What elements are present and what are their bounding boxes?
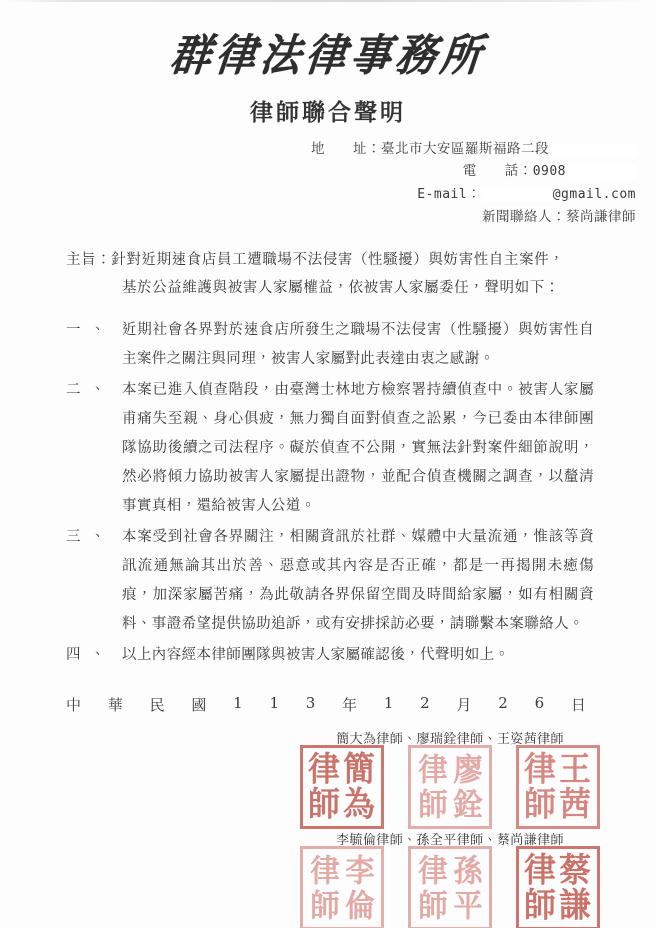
lawyer-seal-stamp <box>300 846 384 928</box>
seal-glyph: 簡 <box>343 750 376 789</box>
signature-row <box>300 829 600 928</box>
address-redaction-box <box>550 143 636 157</box>
phone-value: 0908 <box>532 164 566 179</box>
address-line <box>0 138 636 160</box>
seal-glyph: 師 <box>308 785 341 824</box>
seal-glyphs <box>523 752 593 822</box>
firm-name: 群律法律事務所 <box>167 30 489 81</box>
clause-number: 三、 <box>66 529 115 545</box>
clause-number: 二、 <box>66 382 115 398</box>
seal-row <box>300 846 600 928</box>
date-part: 國 <box>191 696 207 714</box>
seal-glyph: 銓 <box>452 785 483 823</box>
lawyer-seal-stamp <box>516 745 600 829</box>
email-redaction-box <box>482 188 552 202</box>
seal-glyphs <box>307 752 377 822</box>
seal-glyphs <box>523 853 593 923</box>
date-part: 月 <box>456 696 472 714</box>
clause-list <box>66 316 594 670</box>
signature-area <box>300 728 600 928</box>
seal-glyph: 律 <box>417 851 448 889</box>
seal-glyphs <box>415 853 485 923</box>
lawyer-seal-stamp <box>300 745 384 829</box>
press-contact-label: 新聞聯絡人： <box>482 209 566 225</box>
scan-edge-artifact <box>0 0 656 2</box>
seal-glyph: 茜 <box>559 785 592 824</box>
signature-names: 簡大為律師、廖瑞銓律師、王姿茜律師 <box>336 732 564 747</box>
press-contact-line <box>0 206 636 228</box>
letterhead <box>0 30 656 127</box>
address-value: 臺北市大安區羅斯福路二段 <box>381 141 549 157</box>
seal-glyph: 謙 <box>559 886 592 925</box>
date-line <box>66 694 586 715</box>
date-part: 3 <box>305 694 316 712</box>
seal-glyph: 師 <box>309 886 340 924</box>
date-part: 2 <box>498 694 508 712</box>
date-part: 6 <box>534 694 545 712</box>
clause-number: 四、 <box>66 647 115 663</box>
seal-glyph: 廖 <box>452 750 483 788</box>
seal-glyph: 師 <box>417 785 448 823</box>
date-part: 華 <box>107 696 123 714</box>
seal-glyph: 律 <box>417 750 448 788</box>
email-label: E-mail： <box>417 187 481 202</box>
lawyer-seal-stamp <box>408 846 492 928</box>
clause-item <box>66 641 594 670</box>
seal-glyph: 李 <box>344 851 375 889</box>
date-part: 年 <box>342 696 358 714</box>
date-part: 民 <box>149 696 165 714</box>
email-domain: @gmail.com <box>552 187 636 202</box>
seal-glyph: 師 <box>417 886 448 924</box>
phone-label: 電 話： <box>462 163 533 179</box>
signature-row <box>300 728 600 829</box>
lawyer-seal-stamp <box>516 846 600 928</box>
seal-glyph: 律 <box>524 750 557 789</box>
date-part: 2 <box>420 694 430 712</box>
seal-glyph: 律 <box>308 750 341 789</box>
email-line <box>0 183 636 206</box>
seal-glyph: 倫 <box>344 886 375 924</box>
seal-glyph: 平 <box>452 886 483 924</box>
seal-glyph: 為 <box>343 785 376 824</box>
subject-block <box>66 246 594 302</box>
date-part: 日 <box>570 696 586 714</box>
phone-line <box>0 160 636 183</box>
seal-row <box>300 745 600 829</box>
seal-glyph: 師 <box>524 886 557 925</box>
clause-item <box>66 523 594 639</box>
clause-item <box>66 376 594 521</box>
signature-names: 李毓倫律師、孫全平律師、蔡尚謙律師 <box>336 833 564 848</box>
seal-glyph: 王 <box>559 750 592 789</box>
date-part: 1 <box>383 694 394 712</box>
document-body <box>66 246 594 672</box>
date-part: 1 <box>233 694 243 712</box>
clause-text: 本案受到社會各界關注，相關資訊於社群、媒體中大量流通，惟該等資訊流通無論其出於善、惡意或其內容是否正確，都是一再揭開未癒傷痕，加深家屬苦痛，為此敬請各界保留空間及時間給家屬，如有相關資料、事證希望提供協助追訴，或有安排採訪必要，請聯繫本案聯絡人。 <box>122 529 594 632</box>
clause-number: 一、 <box>66 322 115 338</box>
document-title: 律師聯合聲明 <box>250 99 406 126</box>
subject-line-2: 基於公益維護與被害人家屬權益，依被害人家屬委任，聲明如下： <box>122 280 560 296</box>
clause-item <box>66 316 594 374</box>
clause-text: 近期社會各界對於速食店所發生之職場不法侵害（性騷擾）與妨害性自主案件之關注與同理，被害人家屬對此表達由衷之感謝。 <box>122 322 594 367</box>
lawyer-seal-stamp <box>408 745 492 829</box>
subject-line-1: 主旨：針對近期速食店員工遭職場不法侵害（性騷擾）與妨害性自主案件， <box>66 252 565 268</box>
seal-glyph: 師 <box>524 785 557 824</box>
clause-text: 以上內容經本律師團隊與被害人家屬確認後，代聲明如上。 <box>122 647 510 663</box>
seal-glyph: 律 <box>309 851 340 889</box>
clause-text: 本案已進入偵查階段，由臺灣士林地方檢察署持續偵查中。被害人家屬甫痛失至親、身心俱疲，無力獨自面對偵查之訟累，今已委由本律師團隊協助後續之司法程序。礙於偵查不公開，實無法針對案件細節說明，然必將傾力協助被害人家屬提出證物，並配合偵查機關之調查，以釐清事實真相，還給被害人公道。 <box>122 382 594 514</box>
address-label: 地 址： <box>311 141 381 157</box>
seal-glyph: 律 <box>524 851 557 890</box>
seal-glyphs <box>415 752 485 822</box>
phone-redaction-box <box>568 165 636 179</box>
seal-glyph: 蔡 <box>559 851 592 890</box>
date-part: 中 <box>66 696 82 714</box>
seal-glyphs <box>307 853 377 923</box>
contact-block <box>0 138 636 228</box>
date-part: 1 <box>269 694 279 712</box>
seal-glyph: 孫 <box>452 851 483 889</box>
press-contact-value: 蔡尚謙律師 <box>566 209 636 225</box>
